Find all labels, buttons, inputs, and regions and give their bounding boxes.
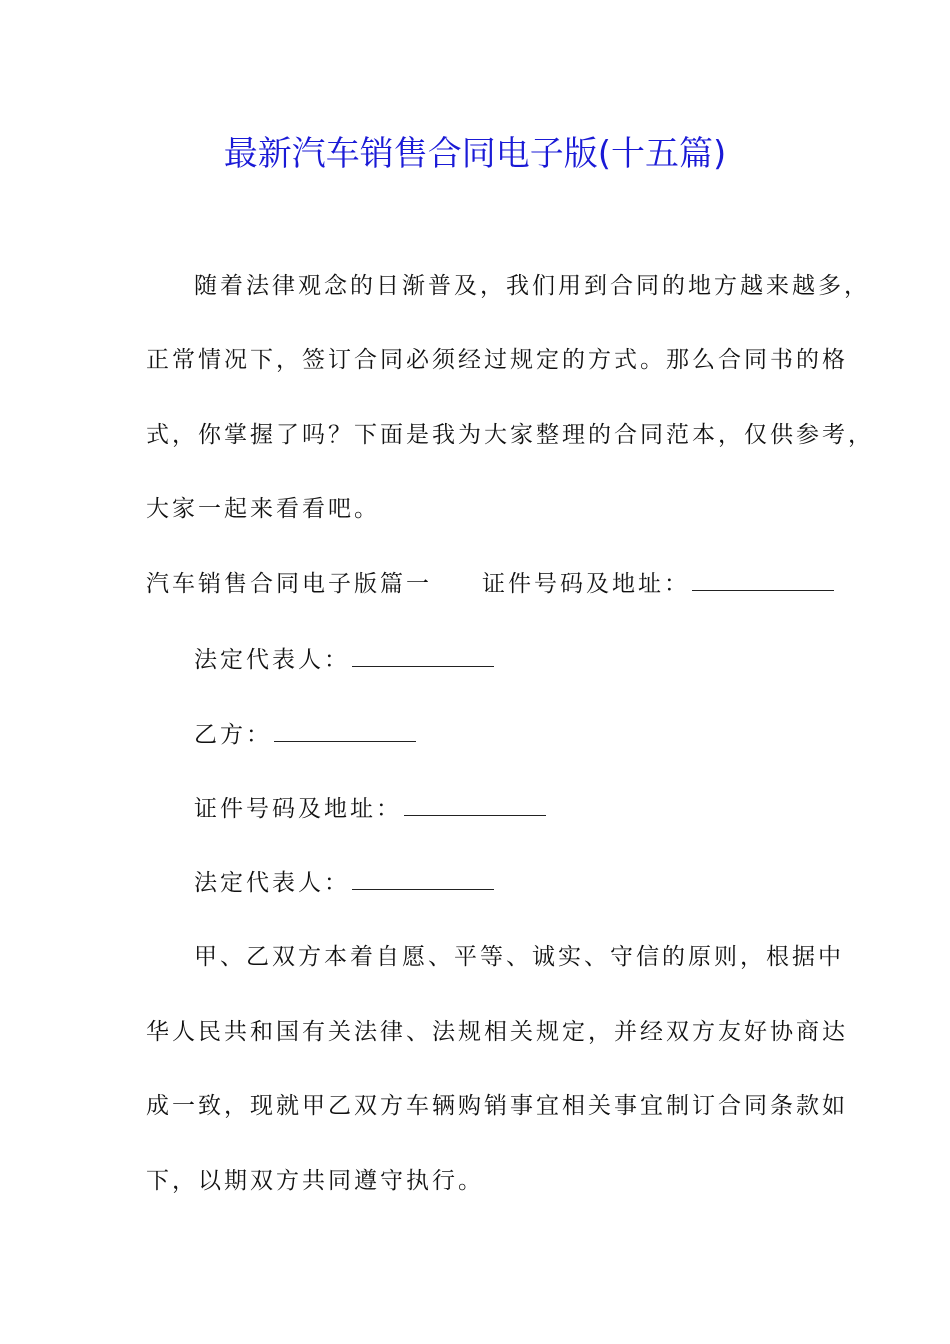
field-row-party-a-legal-rep — [194, 644, 494, 676]
field-row-party-b-id-address — [194, 793, 546, 825]
intro-line: 大家一起来看看吧。 — [146, 496, 380, 522]
fill-in-blank[interactable] — [404, 797, 546, 816]
intro-line: 式，你掌握了吗？下面是我为大家整理的合同范本，仅供参考， — [146, 422, 874, 448]
body-line: 甲、乙双方本着自愿、平等、诚实、守信的原则，根据中 — [194, 944, 844, 970]
fill-in-blank[interactable] — [692, 572, 834, 591]
field-row-party-b — [194, 719, 416, 751]
page-title: 最新汽车销售合同电子版(十五篇) — [223, 134, 727, 174]
field-row-party-b-legal-rep — [194, 867, 494, 899]
field-label: 证件号码及地址： — [194, 796, 402, 822]
body-line: 下，以期双方共同遵守执行。 — [146, 1168, 484, 1194]
field-label: 乙方： — [194, 722, 272, 748]
section-heading-row — [146, 568, 834, 600]
field-label: 法定代表人： — [194, 647, 350, 673]
fill-in-blank[interactable] — [352, 648, 494, 667]
field-label: 法定代表人： — [194, 870, 350, 896]
intro-line: 随着法律观念的日渐普及，我们用到合同的地方越来越多， — [194, 273, 870, 299]
field-label-party-a-id-address: 证件号码及地址： — [482, 571, 690, 597]
intro-line: 正常情况下，签订合同必须经过规定的方式。那么合同书的格 — [146, 347, 848, 373]
fill-in-blank[interactable] — [274, 723, 416, 742]
body-line: 华人民共和国有关法律、法规相关规定，并经双方友好协商达 — [146, 1019, 848, 1045]
body-line: 成一致，现就甲乙双方车辆购销事宜相关事宜制订合同条款如 — [146, 1093, 848, 1119]
fill-in-blank[interactable] — [352, 871, 494, 890]
section-heading: 汽车销售合同电子版篇一 — [146, 571, 432, 597]
